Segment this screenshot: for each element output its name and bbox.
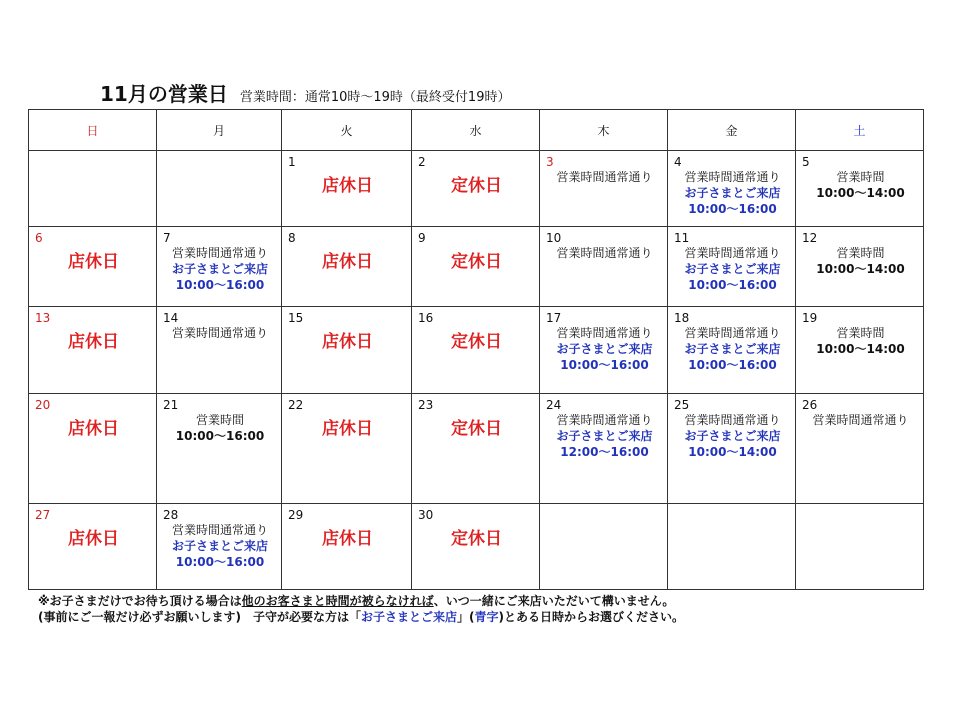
week-row: [29, 227, 924, 307]
day-number: 25: [674, 398, 690, 412]
day-number: 30: [418, 508, 434, 522]
time-range: 10:00〜16:00: [688, 202, 777, 216]
day-cell: [412, 307, 540, 394]
day-number: 10: [546, 231, 562, 245]
day-cell: [540, 307, 668, 394]
footer-kids-label: お子さまとご来店: [360, 610, 457, 624]
day-number: 24: [546, 398, 562, 412]
day-cell: [412, 227, 540, 307]
day-cell: [668, 227, 796, 307]
footer-text: ※お子さまだけでお待ち頂ける場合は: [38, 594, 242, 608]
day-number: 5: [802, 155, 810, 169]
weekday-wed: 水: [412, 110, 540, 151]
hours-note: 営業時間通常通り: [171, 523, 268, 537]
weekday-sat: 土: [796, 110, 924, 151]
day-number: 23: [418, 398, 434, 412]
day-number: 15: [288, 311, 304, 325]
empty-cell: [540, 504, 668, 590]
closed-label: 定休日: [451, 252, 502, 272]
weekday-sun: 日: [29, 110, 157, 151]
weekday-header-row: [29, 110, 924, 151]
week-row: [29, 394, 924, 504]
day-number: 12: [802, 231, 818, 245]
time-range: 12:00〜16:00: [560, 445, 649, 459]
day-cell: [282, 394, 412, 504]
weekday-thu: 木: [540, 110, 668, 151]
day-cell: [540, 151, 668, 227]
day-number: 20: [35, 398, 51, 412]
day-cell: [540, 394, 668, 504]
calendar-table: [28, 109, 924, 590]
closed-label: 定休日: [451, 332, 502, 352]
hours-note: 営業時間通常通り: [171, 326, 268, 340]
day-cell: [29, 227, 157, 307]
day-number: 4: [674, 155, 682, 169]
day-number: 8: [288, 231, 296, 245]
day-cell: [668, 394, 796, 504]
day-cell: [796, 227, 924, 307]
week-row: [29, 307, 924, 394]
weekday-tue: 火: [282, 110, 412, 151]
hours-note: 営業時間: [836, 326, 885, 340]
day-cell: [668, 307, 796, 394]
hours-note: 営業時間: [836, 170, 885, 184]
closed-label: 定休日: [451, 419, 502, 439]
hours-note: 営業時間通常通り: [171, 246, 268, 260]
closed-label: 店休日: [68, 332, 119, 352]
kids-visit-label: お子さまとご来店: [171, 539, 268, 553]
hours-note: 営業時間通常通り: [556, 413, 653, 427]
day-number: 22: [288, 398, 304, 412]
time-range: 10:00〜16:00: [175, 555, 265, 569]
day-cell: [668, 151, 796, 227]
day-cell: [282, 227, 412, 307]
day-number: 1: [288, 155, 296, 169]
day-number: 27: [35, 508, 51, 522]
empty-cell: [157, 151, 282, 227]
day-cell: [796, 307, 924, 394]
kids-visit-label: お子さまとご来店: [556, 429, 653, 443]
kids-visit-label: お子さまとご来店: [684, 262, 781, 276]
day-number: 3: [546, 155, 554, 169]
hours-note: 営業時間通常通り: [556, 170, 653, 184]
day-cell: [157, 307, 282, 394]
page-title: 11月の営業日: [100, 82, 228, 106]
hours-note: 営業時間: [195, 413, 244, 427]
hours-note: 営業時間通常通り: [556, 246, 653, 260]
footer-text: 」(: [457, 610, 475, 624]
footer-underlined-text: 他のお客さまと時間が被らなければ: [241, 594, 434, 608]
time-range: 10:00〜14:00: [816, 342, 905, 356]
day-cell: [29, 504, 157, 590]
hours-note: 営業時間通常通り: [684, 170, 781, 184]
time-range: 10:00〜14:00: [816, 186, 905, 200]
footer-notes: [38, 593, 684, 625]
kids-visit-label: お子さまとご来店: [684, 429, 781, 443]
kids-visit-label: お子さまとご来店: [556, 342, 653, 356]
day-number: 26: [802, 398, 818, 412]
closed-label: 定休日: [451, 176, 502, 196]
kids-visit-label: お子さまとご来店: [171, 262, 268, 276]
day-number: 19: [802, 311, 818, 325]
footer-text: 、いつ一緒にご来店いただいて構いません。: [433, 594, 675, 608]
day-cell: [540, 227, 668, 307]
day-cell: [412, 151, 540, 227]
time-range: 10:00〜16:00: [560, 358, 649, 372]
closed-label: 店休日: [322, 176, 373, 196]
day-number: 13: [35, 311, 51, 325]
empty-cell: [796, 504, 924, 590]
time-range: 10:00〜16:00: [175, 278, 265, 292]
hours-note: 営業時間通常通り: [556, 326, 653, 340]
day-cell: [157, 504, 282, 590]
hours-note: 営業時間通常通り: [684, 413, 781, 427]
closed-label: 店休日: [68, 529, 119, 549]
time-range: 10:00〜16:00: [175, 429, 265, 443]
hours-note: 営業時間通常通り: [812, 413, 909, 427]
day-cell: [282, 307, 412, 394]
closed-label: 店休日: [322, 332, 373, 352]
day-number: 6: [35, 231, 43, 245]
kids-visit-label: お子さまとご来店: [684, 342, 781, 356]
day-number: 14: [163, 311, 179, 325]
kids-visit-label: お子さまとご来店: [684, 186, 781, 200]
weekday-mon: 月: [157, 110, 282, 151]
day-cell: [282, 504, 412, 590]
day-cell: [412, 504, 540, 590]
closed-label: 店休日: [322, 252, 373, 272]
day-number: 2: [418, 155, 426, 169]
day-number: 29: [288, 508, 304, 522]
closed-label: 店休日: [322, 419, 373, 439]
day-cell: [157, 227, 282, 307]
day-number: 17: [546, 311, 562, 325]
day-cell: [29, 307, 157, 394]
empty-cell: [29, 151, 157, 227]
day-cell: [796, 394, 924, 504]
day-number: 11: [674, 231, 690, 245]
week-row: [29, 504, 924, 590]
weekday-fri: 金: [668, 110, 796, 151]
header: [100, 78, 510, 107]
day-cell: [412, 394, 540, 504]
closed-label: 定休日: [451, 529, 502, 549]
day-cell: [796, 151, 924, 227]
day-number: 9: [418, 231, 426, 245]
day-number: 18: [674, 311, 690, 325]
day-number: 28: [163, 508, 179, 522]
business-hours-subtitle: 営業時間：通常10時〜19時（最終受付19時）: [239, 90, 511, 105]
hours-note: 営業時間通常通り: [684, 326, 781, 340]
day-cell: [29, 394, 157, 504]
hours-note: 営業時間通常通り: [684, 246, 781, 260]
day-number: 21: [163, 398, 179, 412]
footer-text: (事前にご一報だけ必ずお願いします) 子守が必要な方は「: [38, 610, 361, 624]
time-range: 10:00〜16:00: [688, 358, 777, 372]
week-row: [29, 151, 924, 227]
day-cell: [157, 394, 282, 504]
day-number: 7: [163, 231, 171, 245]
time-range: 10:00〜14:00: [688, 445, 777, 459]
footer-text: )とある日時からお選びください。: [498, 610, 685, 624]
time-range: 10:00〜14:00: [816, 262, 905, 276]
footer-blue-label: 青字: [474, 610, 499, 624]
footer-line-2: [38, 609, 684, 625]
closed-label: 店休日: [68, 419, 119, 439]
closed-label: 店休日: [322, 529, 373, 549]
empty-cell: [668, 504, 796, 590]
day-cell: [282, 151, 412, 227]
time-range: 10:00〜16:00: [688, 278, 777, 292]
hours-note: 営業時間: [836, 246, 885, 260]
footer-line-1: [38, 593, 684, 609]
closed-label: 店休日: [68, 252, 119, 272]
day-number: 16: [418, 311, 434, 325]
